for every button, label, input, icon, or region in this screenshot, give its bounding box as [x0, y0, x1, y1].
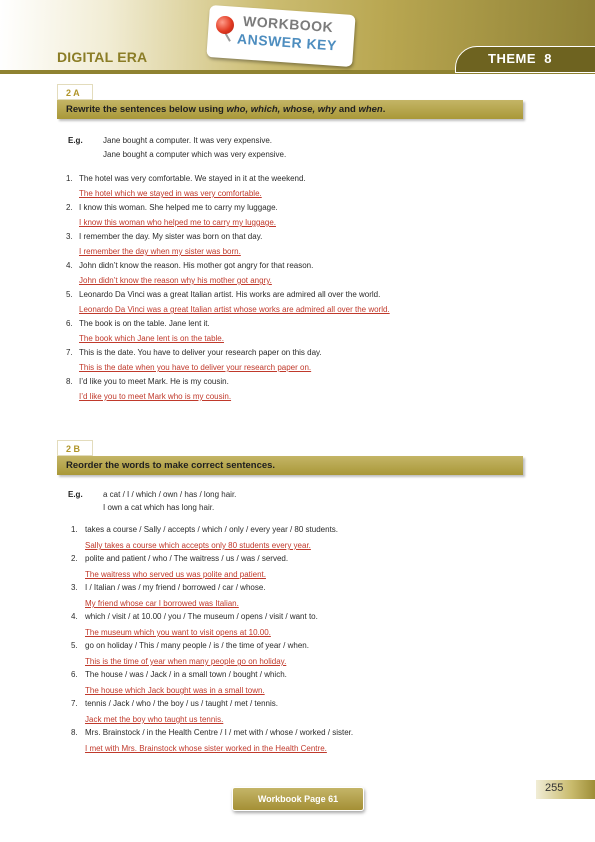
push-pin-icon: [216, 16, 234, 34]
item-number: 2.: [66, 203, 73, 212]
page-number: 255: [545, 782, 564, 794]
answer-text: I know this woman who helped me to carry my luggage.: [79, 218, 276, 227]
item-number: 6.: [71, 670, 78, 679]
section-2b-example-question: a cat / I / which / own / has / long hair.: [103, 490, 237, 499]
section-2a-example-question: Jane bought a computer. It was very expensive.: [103, 136, 272, 145]
item-number: 8.: [66, 377, 73, 386]
question-text: I know this woman. She helped me to carry my luggage.: [79, 203, 278, 212]
item-number: 3.: [71, 583, 78, 592]
item-number: 7.: [71, 699, 78, 708]
section-2a-instruction: Rewrite the sentences below using who, which, whose, why and when.: [66, 104, 386, 115]
section-2b-example-tag: E.g.: [68, 490, 83, 499]
item-number: 4.: [71, 612, 78, 621]
answer-text: I remember the day when my sister was born.: [79, 247, 241, 256]
answer-text: John didn’t know the reason why his mother got angry.: [79, 276, 272, 285]
answer-text: The book which Jane lent is on the table.: [79, 334, 224, 343]
item-number: 6.: [66, 319, 73, 328]
item-number: 4.: [66, 261, 73, 270]
question-text: I remember the day. My sister was born on that day.: [79, 232, 263, 241]
item-number: 1.: [71, 525, 78, 534]
item-number: 1.: [66, 174, 73, 183]
section-2a-label: 2 A: [57, 84, 93, 100]
question-text: John didn’t know the reason. His mother got angry for that reason.: [79, 261, 314, 270]
question-text: go on holiday / This / many people / is / the time of year / when.: [85, 641, 309, 650]
item-number: 7.: [66, 348, 73, 357]
answer-text: This is the time of year when many people go on holiday.: [85, 657, 287, 666]
theme-label: [488, 51, 552, 66]
answer-text: The museum which you want to visit opens at 10.00.: [85, 628, 271, 637]
answer-text: The waitress who served us was polite and patient.: [85, 570, 266, 579]
answer-text: The house which Jack bought was in a small town.: [85, 686, 265, 695]
answer-text: My friend whose car I borrowed was Italian.: [85, 599, 239, 608]
answer-text: Sally takes a course which accepts only 80 students every year.: [85, 541, 311, 550]
question-text: I’d like you to meet Mark. He is my cousin.: [79, 377, 229, 386]
question-text: tennis / Jack / who / the boy / us / taught / met / tennis.: [85, 699, 278, 708]
section-2b-label: 2 B: [57, 440, 93, 456]
answer-text: This is the date when you have to deliver your research paper on.: [79, 363, 312, 372]
answer-text: I met with Mrs. Brainstock whose sister worked in the Health Centre.: [85, 744, 327, 753]
question-text: Mrs. Brainstock / in the Health Centre / I / met with / whose / worked / sister.: [85, 728, 354, 737]
answer-text: Leonardo Da Vinci was a great Italian artist whose works are admired all over the world.: [79, 305, 390, 314]
workbook-page-button[interactable]: Workbook Page 61: [232, 787, 364, 811]
item-number: 5.: [66, 290, 73, 299]
question-text: takes a course / Sally / accepts / which / only / every year / 80 students.: [85, 525, 339, 534]
question-text: The hotel was very comfortable. We stayed in it at the weekend.: [79, 174, 306, 183]
question-text: Leonardo Da Vinci was a great Italian artist. His works are admired all over the world.: [79, 290, 381, 299]
section-2b-instruction: Reorder the words to make correct sentences.: [66, 460, 276, 471]
question-text: which / visit / at 10.00 / you / The museum / opens / visit / want to.: [85, 612, 318, 621]
section-2a-example-tag: E.g.: [68, 136, 83, 145]
question-text: I / Italian / was / my friend / borrowed / car / whose.: [85, 583, 266, 592]
answer-text: I’d like you to meet Mark who is my cousin.: [79, 392, 232, 401]
brand-title: DIGITAL ERA: [57, 49, 148, 65]
workbook-label: WORKBOOK: [242, 12, 334, 36]
item-number: 2.: [71, 554, 78, 563]
question-text: This is the date. You have to deliver your research paper on this day.: [79, 348, 322, 357]
section-2b-example-answer: I own a cat which has long hair.: [103, 503, 215, 512]
theme-number: 8: [544, 51, 552, 66]
section-2a-example-answer: Jane bought a computer which was very expensive.: [103, 150, 287, 159]
theme-word: THEME: [488, 51, 536, 66]
item-number: 5.: [71, 641, 78, 650]
answer-key-label: ANSWER KEY: [236, 30, 338, 54]
item-number: 8.: [71, 728, 78, 737]
answer-text: The hotel which we stayed in was very comfortable.: [79, 189, 262, 198]
item-number: 3.: [66, 232, 73, 241]
question-text: The book is on the table. Jane lent it.: [79, 319, 210, 328]
question-text: The house / was / Jack / in a small town / bought / which.: [85, 670, 287, 679]
question-text: polite and patient / who / The waitress / us / was / served.: [85, 554, 289, 563]
answer-text: Jack met the boy who taught us tennis.: [85, 715, 224, 724]
